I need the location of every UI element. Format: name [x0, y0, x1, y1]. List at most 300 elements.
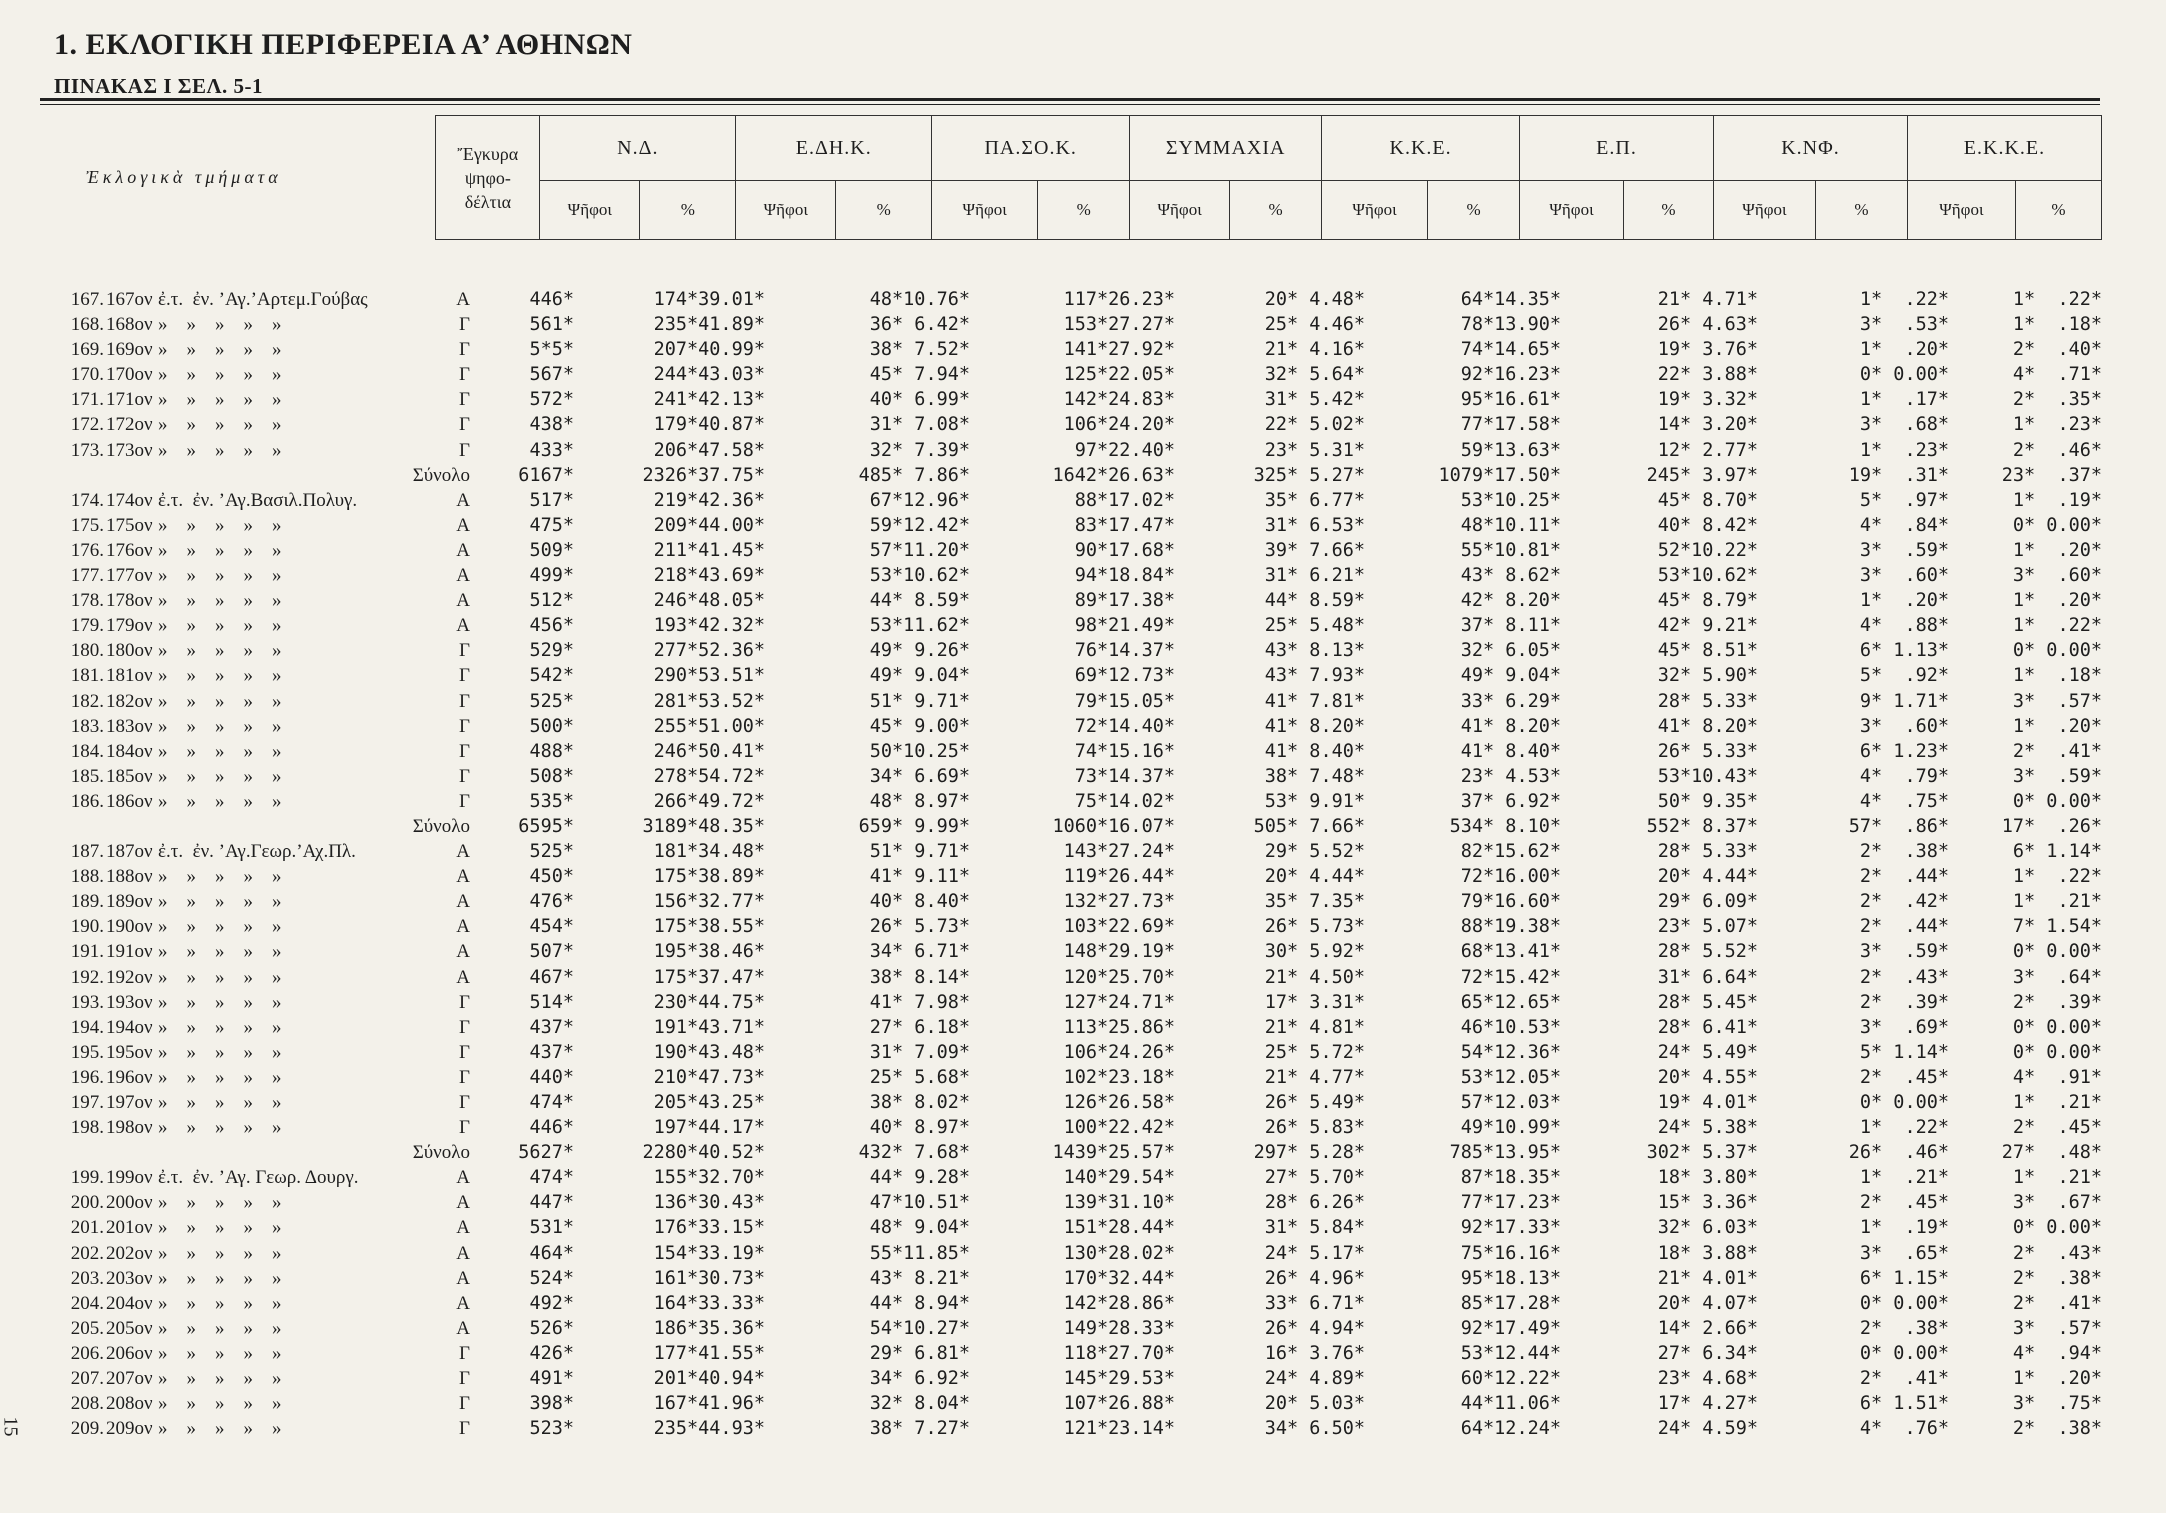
ep-cell: 28* 5.45* — [1657, 991, 1758, 1013]
symmachia-cell: 32* 5.64* — [1264, 364, 1365, 386]
ep-cell: 18* 3.80* — [1657, 1167, 1758, 1189]
nd-cell: 186*35.36* — [653, 1317, 765, 1339]
row-region: Γ — [459, 1041, 470, 1063]
pasok-cell: 106*24.26* — [1063, 1041, 1175, 1063]
row-number: 167. — [70, 289, 104, 310]
row-region: Α — [456, 866, 470, 888]
edik-cell: 27* 6.18* — [869, 1016, 970, 1038]
nd-cell: 246*48.05* — [653, 590, 765, 612]
row-region: Α — [456, 841, 470, 863]
valid-ballots-cell: 524* — [529, 1267, 574, 1289]
nd-cell: 219*42.36* — [653, 489, 765, 511]
row-location: » » » » » — [158, 866, 282, 888]
table-row — [40, 438, 2102, 463]
kke-cell: 57*12.03* — [1460, 1092, 1561, 1113]
pasok-cell: 125*22.05* — [1063, 364, 1175, 386]
symmachia-cell: 43* 7.93* — [1264, 665, 1365, 687]
votes-subheader: Ψῆφοι — [736, 181, 836, 240]
ekke-cell: 1* .20* — [2012, 715, 2102, 737]
row-number: 197. — [70, 1092, 104, 1113]
symmachia-cell: 39* 7.66* — [1264, 539, 1365, 561]
kke-cell: 53*12.05* — [1460, 1066, 1561, 1088]
table-row — [40, 412, 2102, 437]
row-location: » » » » » — [158, 1117, 282, 1139]
nd-cell: 255*51.00* — [653, 715, 765, 737]
ep-cell: 26* 4.63* — [1657, 314, 1758, 336]
row-location: » » » » » — [158, 439, 282, 461]
kke-cell: 65*12.65* — [1460, 991, 1561, 1013]
row-region: Γ — [459, 715, 470, 737]
symmachia-cell: 23* 5.31* — [1264, 439, 1365, 461]
ekke-cell: 3* .60* — [2012, 565, 2102, 587]
symmachia-cell: 43* 8.13* — [1264, 640, 1365, 662]
table-row — [40, 663, 2102, 688]
ep-cell: 302* 5.37* — [1646, 1142, 1758, 1164]
ep-cell: 27* 6.34* — [1657, 1342, 1758, 1364]
ep-cell: 31* 6.64* — [1657, 966, 1758, 988]
row-location: » » » » » — [158, 1393, 282, 1415]
valid-ballots-cell: 567* — [529, 364, 574, 386]
row-region: Γ — [459, 439, 470, 461]
row-region: Γ — [459, 1092, 470, 1113]
ekke-cell: 7* 1.54* — [2012, 916, 2102, 938]
row-ordinal: 191ον — [106, 941, 153, 963]
nd-cell: 193*42.32* — [653, 615, 765, 637]
symmachia-cell: 26* 5.73* — [1264, 916, 1365, 938]
table-row — [40, 839, 2102, 864]
nd-cell: 197*44.17* — [653, 1117, 765, 1139]
valid-ballots-cell: 517* — [529, 489, 574, 511]
edik-cell: 31* 7.09* — [869, 1041, 970, 1063]
kke-cell: 92*17.49* — [1460, 1317, 1561, 1339]
ep-cell: 23* 4.68* — [1657, 1368, 1758, 1390]
nd-cell: 161*30.73* — [653, 1267, 765, 1289]
row-number: 206. — [70, 1342, 104, 1364]
ep-cell: 32* 6.03* — [1657, 1217, 1758, 1239]
nd-cell: 174*39.01* — [653, 289, 765, 310]
row-number: 207. — [70, 1368, 104, 1390]
kke-cell: 37* 6.92* — [1460, 790, 1561, 812]
row-region: Α — [456, 1217, 470, 1239]
pasok-cell: 148*29.19* — [1063, 941, 1175, 963]
table-row — [40, 538, 2102, 563]
valid-ballots-cell: 5*5* — [529, 339, 574, 361]
row-location: » » » » » — [158, 1041, 282, 1063]
row-location: » » » » » — [158, 966, 282, 988]
knf-cell: 6* 1.15* — [1859, 1267, 1949, 1289]
knf-cell: 2* .44* — [1859, 866, 1949, 888]
nd-cell: 190*43.48* — [653, 1041, 765, 1063]
knf-cell: 2* .45* — [1859, 1192, 1949, 1214]
ekke-cell: 3* .57* — [2012, 1317, 2102, 1339]
nd-cell: 278*54.72* — [653, 765, 765, 787]
valid-ballots-cell: 438* — [529, 414, 574, 436]
nd-cell: 2326*37.75* — [642, 464, 765, 486]
table-row — [40, 939, 2102, 964]
row-ordinal: 169ον — [106, 339, 153, 361]
nd-cell: 195*38.46* — [653, 941, 765, 963]
kke-cell: 41* 8.20* — [1460, 715, 1561, 737]
pasok-cell: 117*26.23* — [1063, 289, 1175, 310]
row-number: 191. — [70, 941, 104, 963]
row-number: 190. — [70, 916, 104, 938]
pct-subheader: % — [1038, 181, 1130, 240]
edik-cell: 49* 9.04* — [869, 665, 970, 687]
ep-cell: 24* 5.38* — [1657, 1117, 1758, 1139]
ekke-cell: 3* .67* — [2012, 1192, 2102, 1214]
symmachia-cell: 21* 4.81* — [1264, 1016, 1365, 1038]
kke-cell: 534* 8.10* — [1449, 815, 1561, 837]
ep-cell: 14* 3.20* — [1657, 414, 1758, 436]
kke-cell: 77*17.23* — [1460, 1192, 1561, 1214]
nd-cell: 181*34.48* — [653, 841, 765, 863]
kke-cell: 79*16.60* — [1460, 891, 1561, 913]
ekke-cell: 3* .59* — [2012, 765, 2102, 787]
knf-cell: 0* 0.00* — [1859, 1342, 1949, 1364]
nd-cell: 246*50.41* — [653, 740, 765, 762]
row-number: 171. — [70, 389, 104, 411]
pasok-cell: 76*14.37* — [1074, 640, 1175, 662]
row-number: 176. — [70, 539, 104, 561]
ekke-cell: 2* .45* — [2012, 1117, 2102, 1139]
knf-cell: 19* .31* — [1848, 464, 1949, 486]
row-number: 203. — [70, 1267, 104, 1289]
knf-cell: 1* .22* — [1859, 1117, 1949, 1139]
table-row — [40, 1366, 2102, 1391]
row-ordinal: 188ον — [106, 866, 153, 888]
edik-cell: 44* 8.59* — [869, 590, 970, 612]
pct-subheader: % — [640, 181, 736, 240]
party-header-edik: Ε.ΔΗ.Κ. — [736, 116, 932, 181]
valid-ballots-cell: 531* — [529, 1217, 574, 1239]
valid-ballots-cell: 475* — [529, 514, 574, 536]
pasok-cell: 121*23.14* — [1063, 1418, 1175, 1440]
table-row — [40, 1391, 2102, 1416]
edik-cell: 40* 6.99* — [869, 389, 970, 411]
table-row — [40, 965, 2102, 990]
row-number: 170. — [70, 364, 104, 386]
knf-cell: 3* .68* — [1859, 414, 1949, 436]
row-number: 179. — [70, 615, 104, 637]
row-region: Α — [456, 590, 470, 612]
row-region: Α — [456, 615, 470, 637]
symmachia-cell: 31* 6.53* — [1264, 514, 1365, 536]
table-row — [40, 1416, 2102, 1441]
row-ordinal: 199ον — [106, 1167, 153, 1189]
valid-ballots-cell: 512* — [529, 590, 574, 612]
edik-cell: 44* 8.94* — [869, 1292, 970, 1314]
row-region: Α — [456, 1317, 470, 1339]
row-region: Γ — [459, 1016, 470, 1038]
table-row — [40, 714, 2102, 739]
party-header-ekke: Ε.Κ.Κ.Ε. — [1907, 116, 2101, 181]
kke-cell: 43* 8.62* — [1460, 565, 1561, 587]
pasok-cell: 74*15.16* — [1074, 740, 1175, 762]
knf-cell: 3* .60* — [1859, 715, 1949, 737]
row-location: ἐ.τ. ἐν. ’Αγ.Γεωρ.’Αχ.Πλ. — [158, 841, 356, 863]
valid-ballots-cell: 5627* — [518, 1142, 574, 1164]
total-row — [40, 463, 2102, 488]
edik-cell: 26* 5.73* — [869, 916, 970, 938]
row-ordinal: 181ον — [106, 665, 153, 687]
edik-cell: 43* 8.21* — [869, 1267, 970, 1289]
row-number: 208. — [70, 1393, 104, 1415]
row-ordinal: 184ον — [106, 740, 153, 762]
table-row — [40, 1190, 2102, 1215]
symmachia-cell: 325* 5.27* — [1253, 464, 1365, 486]
kke-cell: 77*17.58* — [1460, 414, 1561, 436]
ekke-cell: 1* .19* — [2012, 489, 2102, 511]
ekke-cell: 1* .21* — [2012, 891, 2102, 913]
ekke-cell: 0* 0.00* — [2012, 1217, 2102, 1239]
row-ordinal: 189ον — [106, 891, 153, 913]
ep-cell: 53*10.62* — [1657, 565, 1758, 587]
nd-cell: 154*33.19* — [653, 1242, 765, 1264]
edik-cell: 34* 6.69* — [869, 765, 970, 787]
party-header-symmachia: ΣΥΜΜΑΧΙΑ — [1130, 116, 1322, 181]
edik-cell: 51* 9.71* — [869, 841, 970, 863]
nd-cell: 205*43.25* — [653, 1092, 765, 1113]
symmachia-cell: 21* 4.16* — [1264, 339, 1365, 361]
row-ordinal: 192ον — [106, 966, 153, 988]
row-location: » » » » » — [158, 665, 282, 687]
row-region: Α — [456, 891, 470, 913]
row-location: » » » » » — [158, 790, 282, 812]
pasok-cell: 90*17.68* — [1074, 539, 1175, 561]
symmachia-cell: 21* 4.77* — [1264, 1066, 1365, 1088]
valid-ballots-header — [436, 116, 540, 240]
ep-cell: 17* 4.27* — [1657, 1393, 1758, 1415]
pasok-cell: 139*31.10* — [1063, 1192, 1175, 1214]
valid-ballots-cell: 535* — [529, 790, 574, 812]
ekke-cell: 1* .18* — [2012, 665, 2102, 687]
total-label: Σύνολο — [412, 1142, 470, 1164]
kke-cell: 37* 8.11* — [1460, 615, 1561, 637]
ep-cell: 53*10.43* — [1657, 765, 1758, 787]
row-ordinal: 175ον — [106, 514, 153, 536]
pasok-cell: 142*28.86* — [1063, 1292, 1175, 1314]
nd-cell: 218*43.69* — [653, 565, 765, 587]
knf-cell: 9* 1.71* — [1859, 690, 1949, 712]
pasok-cell: 142*24.83* — [1063, 389, 1175, 411]
party-header-ep: Ε.Π. — [1520, 116, 1714, 181]
row-number: 194. — [70, 1016, 104, 1038]
row-location: » » » » » — [158, 690, 282, 712]
ekke-cell: 3* .57* — [2012, 690, 2102, 712]
pasok-cell: 98*21.49* — [1074, 615, 1175, 637]
valid-ballots-cell: 446* — [529, 289, 574, 310]
row-number: 168. — [70, 314, 104, 336]
edik-cell: 485* 7.86* — [858, 464, 970, 486]
edik-cell: 50*10.25* — [869, 740, 970, 762]
pasok-cell: 140*29.54* — [1063, 1167, 1175, 1189]
row-number: 177. — [70, 565, 104, 587]
kke-cell: 49* 9.04* — [1460, 665, 1561, 687]
table-row — [40, 337, 2102, 362]
pasok-cell: 73*14.37* — [1074, 765, 1175, 787]
ep-cell: 28* 6.41* — [1657, 1016, 1758, 1038]
valid-ballots-cell: 450* — [529, 866, 574, 888]
kke-cell: 46*10.53* — [1460, 1016, 1561, 1038]
knf-cell: 0* 0.00* — [1859, 1292, 1949, 1314]
ekke-cell: 4* .71* — [2012, 364, 2102, 386]
nd-cell: 175*38.89* — [653, 866, 765, 888]
row-number: 189. — [70, 891, 104, 913]
symmachia-cell: 26* 4.96* — [1264, 1267, 1365, 1289]
total-row — [40, 814, 2102, 839]
symmachia-cell: 20* 4.44* — [1264, 866, 1365, 888]
table-row — [40, 1341, 2102, 1366]
ekke-cell: 2* .41* — [2012, 1292, 2102, 1314]
table-row — [40, 1291, 2102, 1316]
row-region: Α — [456, 565, 470, 587]
knf-cell: 5* .92* — [1859, 665, 1949, 687]
total-label: Σύνολο — [412, 464, 470, 486]
symmachia-cell: 35* 7.35* — [1264, 891, 1365, 913]
ekke-cell: 0* 0.00* — [2012, 1041, 2102, 1063]
ep-cell: 22* 3.88* — [1657, 364, 1758, 386]
nd-cell: 230*44.75* — [653, 991, 765, 1013]
table-row — [40, 990, 2102, 1015]
ep-cell: 32* 5.90* — [1657, 665, 1758, 687]
page-subtitle: ΠΙΝΑΚΑΣ Ι ΣΕΛ. 5-1 — [54, 74, 264, 98]
symmachia-cell: 25* 4.46* — [1264, 314, 1365, 336]
knf-cell: 4* .76* — [1859, 1418, 1949, 1440]
row-location: » » » » » — [158, 891, 282, 913]
knf-cell: 4* .84* — [1859, 514, 1949, 536]
table-row — [40, 362, 2102, 387]
pasok-cell: 126*26.58* — [1063, 1092, 1175, 1113]
kke-cell: 59*13.63* — [1460, 439, 1561, 461]
row-ordinal: 173ον — [106, 439, 153, 461]
pasok-cell: 151*28.44* — [1063, 1217, 1175, 1239]
row-region: Α — [456, 539, 470, 561]
row-number: 209. — [70, 1418, 104, 1440]
ep-cell: 45* 8.51* — [1657, 640, 1758, 662]
table-row — [40, 638, 2102, 663]
row-number: 205. — [70, 1317, 104, 1339]
knf-cell: 1* .17* — [1859, 389, 1949, 411]
row-number: 178. — [70, 590, 104, 612]
row-region: Γ — [459, 640, 470, 662]
ep-cell: 19* 3.32* — [1657, 389, 1758, 411]
nd-cell: 201*40.94* — [653, 1368, 765, 1390]
symmachia-cell: 41* 8.40* — [1264, 740, 1365, 762]
table-row — [40, 1090, 2102, 1115]
votes-subheader: Ψῆφοι — [1130, 181, 1230, 240]
valid-ballots-cell: 6595* — [518, 815, 574, 837]
row-region: Γ — [459, 339, 470, 361]
edik-cell: 41* 7.98* — [869, 991, 970, 1013]
knf-cell: 1* .22* — [1859, 289, 1949, 310]
symmachia-cell: 33* 6.71* — [1264, 1292, 1365, 1314]
kke-cell: 42* 8.20* — [1460, 590, 1561, 612]
nd-cell: 175*37.47* — [653, 966, 765, 988]
pasok-cell: 88*17.02* — [1074, 489, 1175, 511]
ekke-cell: 2* .46* — [2012, 439, 2102, 461]
row-region: Α — [456, 1242, 470, 1264]
row-region: Α — [456, 289, 470, 310]
ekke-cell: 1* .20* — [2012, 590, 2102, 612]
row-region: Γ — [459, 1117, 470, 1139]
edik-cell: 45* 9.00* — [869, 715, 970, 737]
knf-cell: 5* .97* — [1859, 489, 1949, 511]
edik-cell: 53*10.62* — [869, 565, 970, 587]
row-number: 202. — [70, 1242, 104, 1264]
row-ordinal: 190ον — [106, 916, 153, 938]
row-location: » » » » » — [158, 514, 282, 536]
row-number: 175. — [70, 514, 104, 536]
kke-cell: 64*12.24* — [1460, 1418, 1561, 1440]
pct-subheader: % — [2015, 181, 2101, 240]
row-location: » » » » » — [158, 765, 282, 787]
edik-cell: 45* 7.94* — [869, 364, 970, 386]
knf-cell: 4* .79* — [1859, 765, 1949, 787]
row-number: 184. — [70, 740, 104, 762]
votes-subheader: Ψῆφοι — [932, 181, 1038, 240]
edik-cell: 44* 9.28* — [869, 1167, 970, 1189]
pasok-cell: 149*28.33* — [1063, 1317, 1175, 1339]
kke-cell: 72*16.00* — [1460, 866, 1561, 888]
votes-subheader: Ψῆφοι — [1907, 181, 2015, 240]
row-location: » » » » » — [158, 389, 282, 411]
row-location: » » » » » — [158, 916, 282, 938]
row-ordinal: 182ον — [106, 690, 153, 712]
ep-cell: 42* 9.21* — [1657, 615, 1758, 637]
row-number: 183. — [70, 715, 104, 737]
pct-subheader: % — [1815, 181, 1907, 240]
kke-cell: 49*10.99* — [1460, 1117, 1561, 1139]
kke-cell: 54*12.36* — [1460, 1041, 1561, 1063]
total-row — [40, 1140, 2102, 1165]
knf-cell: 3* .65* — [1859, 1242, 1949, 1264]
kke-cell: 44*11.06* — [1460, 1393, 1561, 1415]
ep-cell: 28* 5.52* — [1657, 941, 1758, 963]
pasok-cell: 113*25.86* — [1063, 1016, 1175, 1038]
symmachia-cell: 31* 5.42* — [1264, 389, 1365, 411]
symmachia-cell: 505* 7.66* — [1253, 815, 1365, 837]
ep-cell: 19* 4.01* — [1657, 1092, 1758, 1113]
symmachia-cell: 27* 5.70* — [1264, 1167, 1365, 1189]
symmachia-cell: 41* 7.81* — [1264, 690, 1365, 712]
knf-cell: 3* .59* — [1859, 539, 1949, 561]
table-row — [40, 588, 2102, 613]
row-region: Γ — [459, 790, 470, 812]
ep-cell: 28* 5.33* — [1657, 841, 1758, 863]
ekke-cell: 17* .26* — [2001, 815, 2102, 837]
kke-cell: 60*12.22* — [1460, 1368, 1561, 1390]
pasok-cell: 118*27.70* — [1063, 1342, 1175, 1364]
symmachia-cell: 24* 5.17* — [1264, 1242, 1365, 1264]
ekke-cell: 0* 0.00* — [2012, 514, 2102, 536]
table-row — [40, 287, 2102, 312]
row-ordinal: 167ον — [106, 289, 153, 310]
row-location: » » » » » — [158, 590, 282, 612]
row-number: 182. — [70, 690, 104, 712]
kke-cell: 82*15.62* — [1460, 841, 1561, 863]
ekke-cell: 1* .21* — [2012, 1167, 2102, 1189]
ep-cell: 21* 4.71* — [1657, 289, 1758, 310]
nd-cell: 3189*48.35* — [642, 815, 765, 837]
edik-cell: 40* 8.40* — [869, 891, 970, 913]
row-number: 181. — [70, 665, 104, 687]
row-region: Γ — [459, 1368, 470, 1390]
kke-cell: 33* 6.29* — [1460, 690, 1561, 712]
pasok-cell: 145*29.53* — [1063, 1368, 1175, 1390]
row-ordinal: 180ον — [106, 640, 153, 662]
row-ordinal: 178ον — [106, 590, 153, 612]
knf-cell: 3* .69* — [1859, 1016, 1949, 1038]
